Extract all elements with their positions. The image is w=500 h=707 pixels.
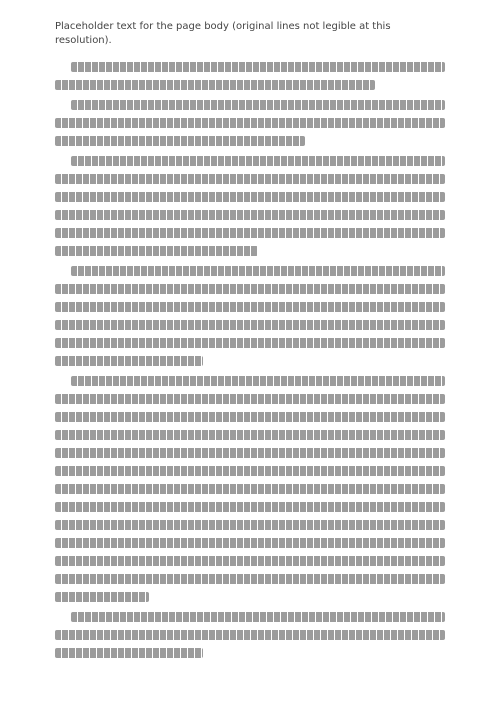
paragraph [55,100,445,146]
text-line [55,556,445,566]
text-line [55,80,375,90]
text-line [55,466,445,476]
paragraph [55,62,445,90]
text-line [55,174,445,184]
text-line [55,412,445,422]
paragraph [55,612,445,658]
text-line [55,520,445,530]
text-line [55,302,445,312]
text-line [71,612,445,622]
paragraph [55,376,445,602]
document-body-text: Placeholder text for the page body (original lines not legible at this resolution). [55,21,391,46]
text-line [55,118,445,128]
text-line [71,156,445,166]
text-line [55,356,203,366]
text-line [55,630,445,640]
text-line [55,502,445,512]
text-line [55,210,445,220]
text-line [55,538,445,548]
text-line [55,192,445,202]
paragraph [55,156,445,256]
text-line [55,246,258,256]
text-line [55,574,445,584]
document-content [55,62,445,668]
text-line [55,136,305,146]
text-line [55,320,445,330]
text-line [55,228,445,238]
text-line [55,592,149,602]
text-line [71,62,445,72]
text-line [71,266,445,276]
text-line [71,100,445,110]
text-line [71,376,445,386]
text-line [55,430,445,440]
text-line [55,394,445,404]
text-line [55,484,445,494]
text-line [55,338,445,348]
text-line [55,284,445,294]
text-line [55,448,445,458]
text-line [55,648,203,658]
paragraph [55,266,445,366]
